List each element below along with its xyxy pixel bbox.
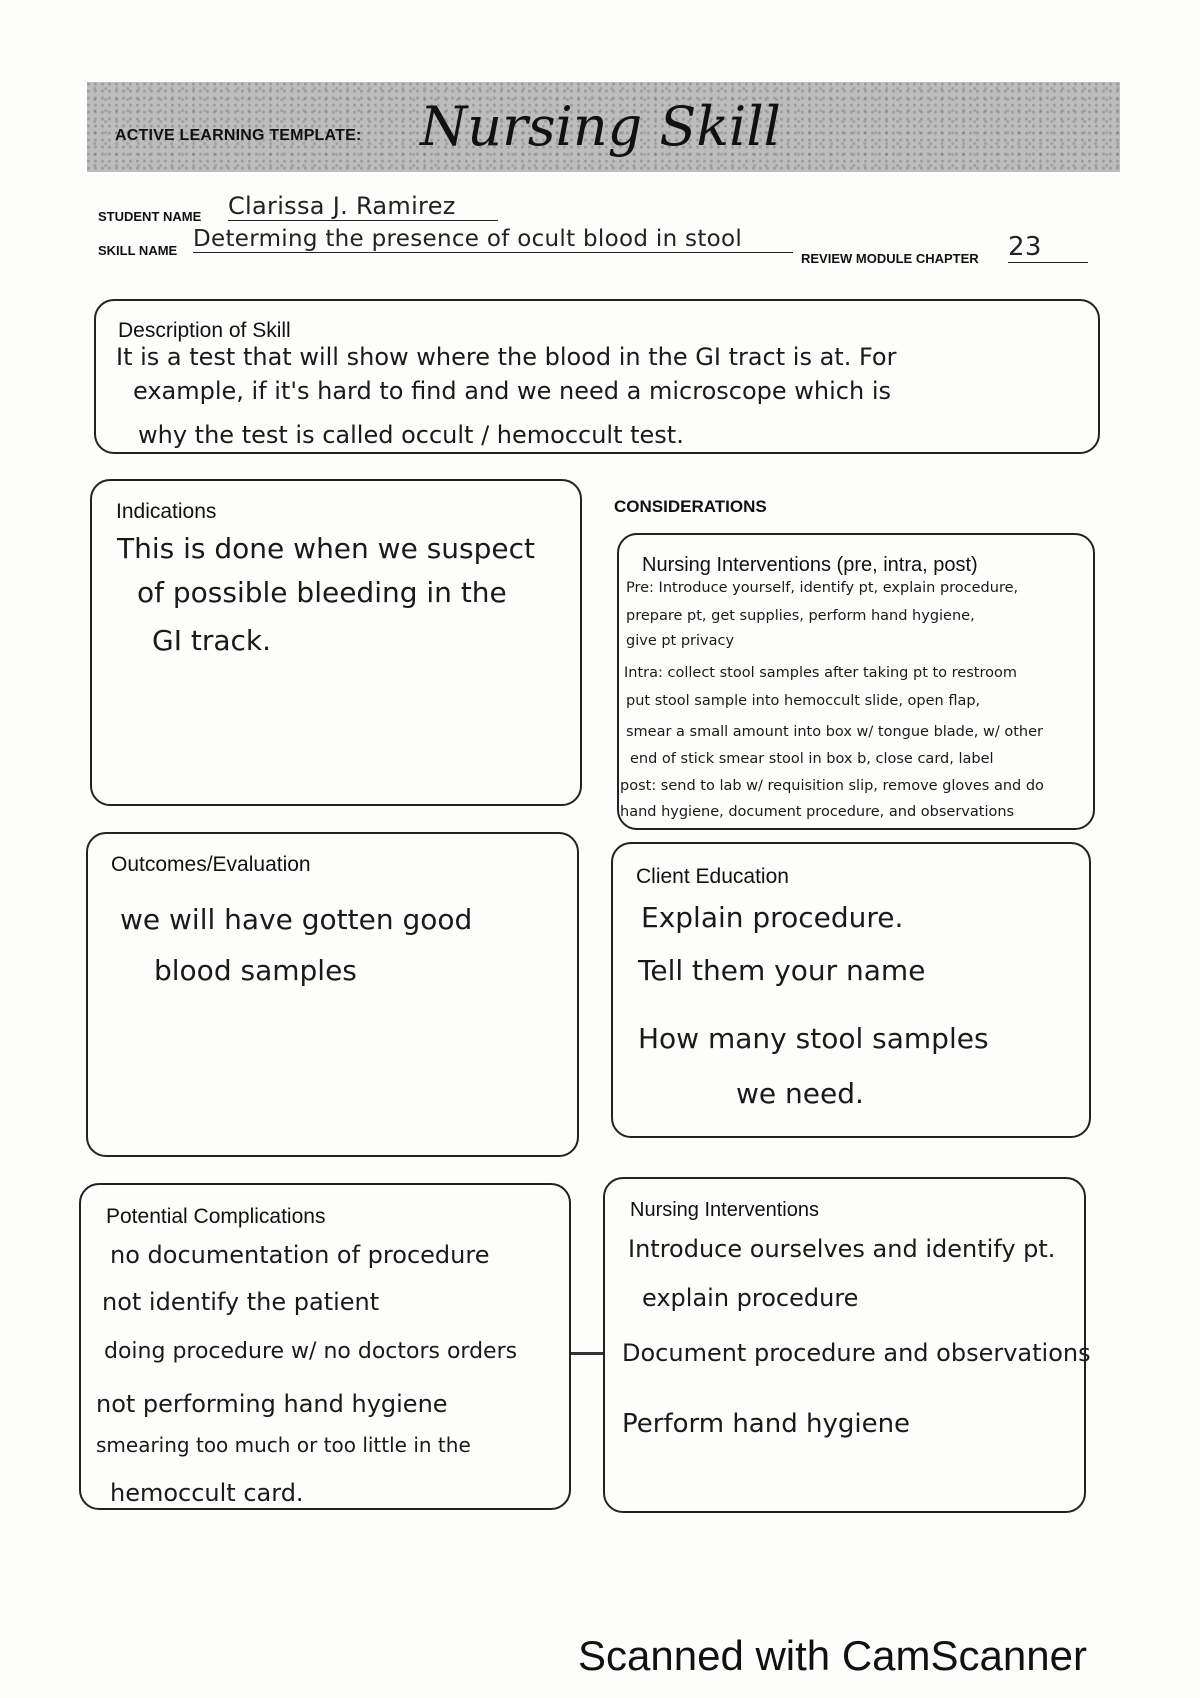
nursing-interventions-line: explain procedure <box>642 1284 859 1312</box>
chapter-value: 23 <box>1008 232 1088 263</box>
client-education-line: Explain procedure. <box>641 901 904 934</box>
complications-title: Potential Complications <box>106 1205 326 1228</box>
nursing-interventions-pip-line: post: send to lab w/ requisition slip, remove gloves and do <box>620 778 1044 794</box>
nursing-interventions-pip-line: give pt privacy <box>626 633 735 649</box>
complications-line: not performing hand hygiene <box>96 1390 448 1418</box>
description-line: It is a test that will show where the blood in the GI tract is at. For <box>116 343 897 371</box>
client-education-title: Client Education <box>636 865 789 888</box>
client-education-line: How many stool samples <box>638 1022 989 1055</box>
nursing-interventions-pip-line: prepare pt, get supplies, perform hand hygiene, <box>626 608 975 624</box>
description-line: example, if it's hard to find and we need a microscope which is <box>133 377 891 405</box>
scanner-watermark: Scanned with CamScanner <box>578 1632 1087 1679</box>
nursing-interventions-pip-line: Intra: collect stool samples after taking pt to restroom <box>624 665 1017 681</box>
complications-line: not identify the patient <box>102 1288 380 1316</box>
nursing-interventions-line: Perform hand hygiene <box>622 1409 911 1439</box>
template-label: ACTIVE LEARNING TEMPLATE: <box>115 127 362 144</box>
nursing-interventions-pip-line: hand hygiene, document procedure, and observations <box>620 804 1015 820</box>
skill-name-label: SKILL NAME <box>98 243 178 258</box>
nursing-interventions-line: Introduce ourselves and identify pt. <box>628 1235 1056 1263</box>
nursing-interventions-pip-line: put stool sample into hemoccult slide, open flap, <box>626 693 981 709</box>
description-title: Description of Skill <box>118 319 291 342</box>
box-connector <box>571 1352 605 1355</box>
nursing-interventions-pip-title: Nursing Interventions (pre, intra, post) <box>642 554 978 576</box>
complications-line: doing procedure w/ no doctors orders <box>104 1339 518 1364</box>
indications-line: of possible bleeding in the <box>137 576 507 609</box>
description-line: why the test is called occult / hemoccult test. <box>138 421 684 449</box>
chapter-label: REVIEW MODULE CHAPTER <box>801 251 979 266</box>
complications-line: smearing too much or too little in the <box>96 1433 471 1457</box>
nursing-interventions-pip-line: Pre: Introduce yourself, identify pt, explain procedure, <box>626 580 1019 596</box>
complications-line: no documentation of procedure <box>110 1241 490 1269</box>
client-education-line: we need. <box>736 1077 864 1110</box>
student-name-label: STUDENT NAME <box>98 209 202 224</box>
nursing-interventions-pip-line: smear a small amount into box w/ tongue blade, w/ other <box>626 724 1044 740</box>
considerations-label: CONSIDERATIONS <box>614 497 767 516</box>
outcomes-line: we will have gotten good <box>120 903 473 936</box>
template-title: Nursing Skill <box>420 95 781 158</box>
client-education-line: Tell them your name <box>638 954 926 987</box>
student-name-value: Clarissa J. Ramirez <box>228 192 498 221</box>
outcomes-title: Outcomes/Evaluation <box>111 853 311 876</box>
complications-line: hemoccult card. <box>110 1479 304 1507</box>
skill-name-value: Determing the presence of ocult blood in stool <box>193 226 793 253</box>
outcomes-line: blood samples <box>154 954 357 987</box>
nursing-interventions-pip-line: end of stick smear stool in box b, close card, label <box>630 751 994 767</box>
indications-title: Indications <box>116 500 217 523</box>
nursing-interventions-line: Document procedure and observations <box>622 1339 1091 1367</box>
outcomes-box <box>86 832 579 1157</box>
indications-line: This is done when we suspect <box>117 532 536 565</box>
indications-line: GI track. <box>152 624 272 657</box>
nursing-interventions-title: Nursing Interventions <box>630 1199 819 1221</box>
